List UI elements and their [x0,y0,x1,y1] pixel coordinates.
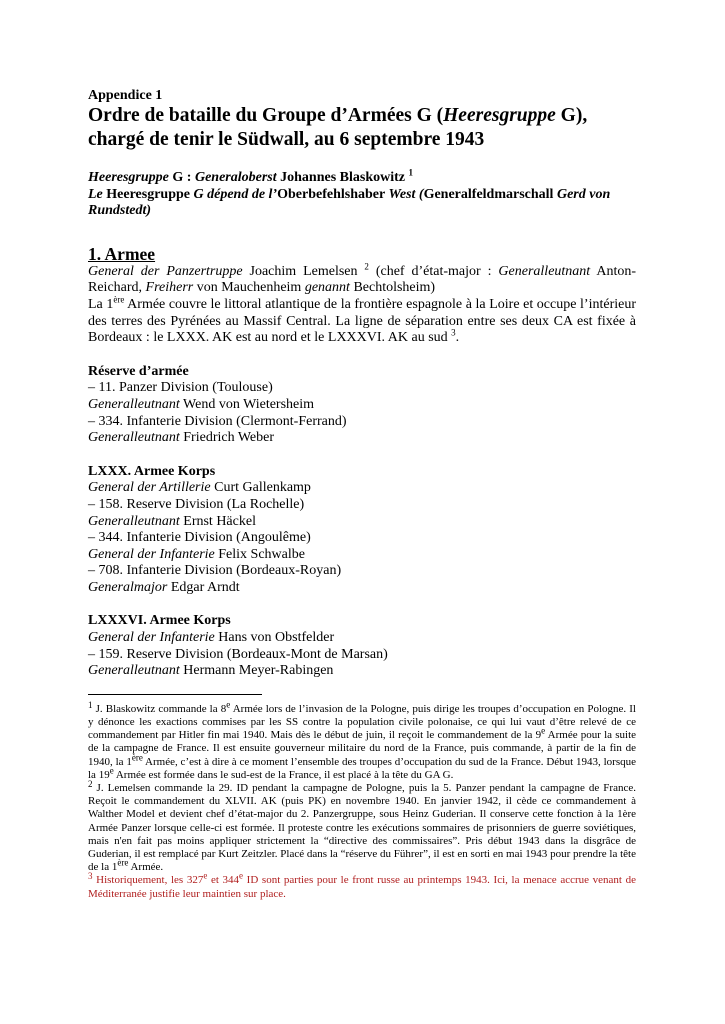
fn3-s2: e [239,870,244,881]
rank: General der Infanterie [88,630,215,646]
desc-a: La 1 [88,296,114,312]
cos-title: Freiherr [145,280,194,296]
line-text: Hans von Obstfelder [214,630,335,646]
line-text: Edgar Arndt [167,579,240,595]
fn3-s1: e [203,870,208,881]
line-text: – 11. Panzer Division (Toulouse) [88,380,273,396]
dep-west: West ( [388,186,424,202]
line-text: Ernst Häckel [179,513,256,529]
line-text: Curt Gallenkamp [210,480,311,496]
rank: Generalleutnant [88,430,180,446]
fn1-s2: e [541,725,546,736]
footnote-ref-2[interactable]: 2 [364,261,369,272]
line-text: – 158. Reserve Division (La Rochelle) [88,496,305,512]
fn1-s4: e [109,765,114,776]
unit-blocks [88,364,636,680]
cos-rank: Generalleutnant [498,263,591,279]
commander-line [88,430,636,447]
cos-name-1: Anton-Reichard, [88,263,636,296]
army-description [88,294,636,347]
commander-line [88,663,636,680]
desc-c: . [455,330,460,346]
commander-line [88,514,636,531]
fn1-s3: ère [131,752,143,762]
commander-line [88,547,636,564]
line-text: – 344. Infanterie Division (Angoulême) [88,530,311,546]
division-line [88,380,636,397]
hg-rank: Generaloberst [194,170,277,185]
fn1-d: Armée, c’est à dire à ce moment l’ensemble des troupes d’occupation du sud de la France. Début 1943, lorsque la 19 [88,755,636,781]
title-part-1: Ordre de bataille du Groupe d’Armées G ( [88,105,444,126]
division-line [88,647,636,664]
document-page [88,88,636,901]
line-text: – 334. Infanterie Division (Clermont-Ferrand) [88,413,347,429]
desc-sup: ère [113,294,125,305]
footnote-3 [88,870,636,900]
hg-sep: G : [168,170,195,185]
block-heading: LXXXVI. Armee Korps [88,613,231,629]
commander-line [88,397,636,414]
dep-ob: Oberbefehlshaber [277,186,389,202]
fn3-num: 3 [88,871,93,882]
cos-genannt: genannt [304,280,350,296]
fn1-b: Armée lors de l’invasion de la Pologne, puis dirige les troupes d’occupation en Pologne. Il y dénonce les exactions commises par les SS contre la population civile polonaise, ce qui lui vaut d’être relevé de ce commandement par Hitler fin mai 1940. Mais dès le début de juin, il reçoit le commandement de la 9 [88,702,636,742]
rank: Generalleutnant [88,513,180,529]
dep-text: G dépend de l’ [193,186,278,202]
fn1-a: J. Blaskowitz commande la 8 [92,702,227,715]
division-line [88,414,636,431]
commander-line [88,580,636,597]
fn2-end: Armée. [128,861,164,874]
unit-block [88,364,636,447]
desc-b: Armée couvre le littoral atlantique de la frontière espagnole à la Loire et occupe l’intérieur des terres des Pyrénées au Massif Central. La ligne de séparation entre ses deux CA est fixée à Bordeaux : le LXXX. AK est au nord et le LXXXVI. AK au sud [88,296,636,346]
cos-name-3: Bechtolsheim) [349,280,436,296]
section-heading: 1. Armee [88,243,156,264]
rank: General der Infanterie [88,546,215,562]
cos-name-2: von Mauchenheim [193,280,305,296]
dep-le: Le [88,186,103,202]
title-part-3: G), [555,105,588,126]
chief-of-staff-intro: (chef d’état-major : [368,263,499,279]
dep-rank: Generalfeldmarschall [423,186,557,202]
commander-line [88,480,636,497]
dep-name: Gerd von Rundstedt) [88,186,611,219]
dep-hg: Heeresgruppe [102,186,194,202]
fn1-e: Armée est formée dans le sud-est de la France, il est placé à la tête du GA G. [113,768,454,781]
rank: General der Artillerie [88,480,211,496]
block-heading: LXXX. Armee Korps [88,463,216,479]
line-text: – 708. Infanterie Division (Bordeaux-Royan) [88,563,342,579]
line-text: Wend von Wietersheim [179,396,315,412]
division-line [88,530,636,547]
unit-block [88,464,636,597]
army-cmd-name: Joachim Lemelsen [242,263,365,279]
fn3-a: Historiquement, les 327 [92,874,204,887]
rank: Generalleutnant [88,396,180,412]
page-title [88,104,636,152]
commander-line [88,630,636,647]
title-line-2: chargé de tenir le Südwall, au 6 septembre 1943 [88,129,485,150]
fn2-text: J. Lemelsen commande la 29. ID pendant la campagne de Pologne, puis la 5. Panzer pendant la campagne de France. Reçoit le commandement du XLVII. AK (puis PK) en novembre 1940. En janvier 1942, il cède ce commandement à Walther Model et devient chef d’état-major du 2. Panzergruppe, sous Heinz Guderian. Il conserve cette fonction à la 1ère Armée Panzer lorsque celle-ci est formée. Il proteste contre les exécutions sommaires de prisonniers de guerre soviétiques, mais n'en fait pas moins appliquer strictement la “directive des commissaires”. Pris début 1943 dans la disgrâce de Guderian, il est remplacé par Kurt Zeitzler. Placé dans la “réserve du Führer”, il est en sorti en mai 1943 pour prendre la tête de la 1 [88,782,636,874]
fn2-num: 2 [88,779,93,790]
army-commander-line [88,261,636,297]
line-text: Felix Schwalbe [214,546,305,562]
footnote-ref-3[interactable]: 3 [451,327,456,338]
line-text: Hermann Meyer-Rabingen [179,663,334,679]
block-heading: Réserve d’armée [88,363,189,379]
rank: Generalleutnant [88,663,180,679]
army-cmd-rank: General der Panzertruppe [88,263,243,279]
footnote-2 [88,779,636,874]
footnote-divider [88,694,262,695]
fn1-num: 1 [88,699,93,710]
fn3-b: et 344 [207,874,240,887]
division-line [88,497,636,514]
hg-label: Heeresgruppe [88,170,169,185]
footnote-1 [88,699,637,782]
rank: Generalmajor [88,579,168,595]
line-text: – 159. Reserve Division (Bordeaux-Mont de Marsan) [88,646,388,662]
fn1-c: Armée pour la suite de la campagne de France. Il est ensuite gouverneur militaire du nord de la France, puis commande, à partir de la fin de 1940, la 1 [88,729,637,768]
division-line [88,563,636,580]
fn1-s1: e [226,699,231,710]
fn3-c: ID sont parties pour le front russe au printemps 1943. Ici, la menace accrue venant de Méditerranée justifie leur maintien sur place. [88,874,636,900]
fn2-sup: ère [117,857,129,868]
unit-block [88,613,636,679]
line-text: Friedrich Weber [179,430,275,446]
footnote-ref-1[interactable]: 1 [408,167,413,178]
title-italic: Heeresgruppe [443,105,556,126]
hg-commander: Johannes Blaskowitz [276,170,409,185]
army-group-command [88,167,636,220]
appendix-label: Appendice 1 [88,88,163,103]
